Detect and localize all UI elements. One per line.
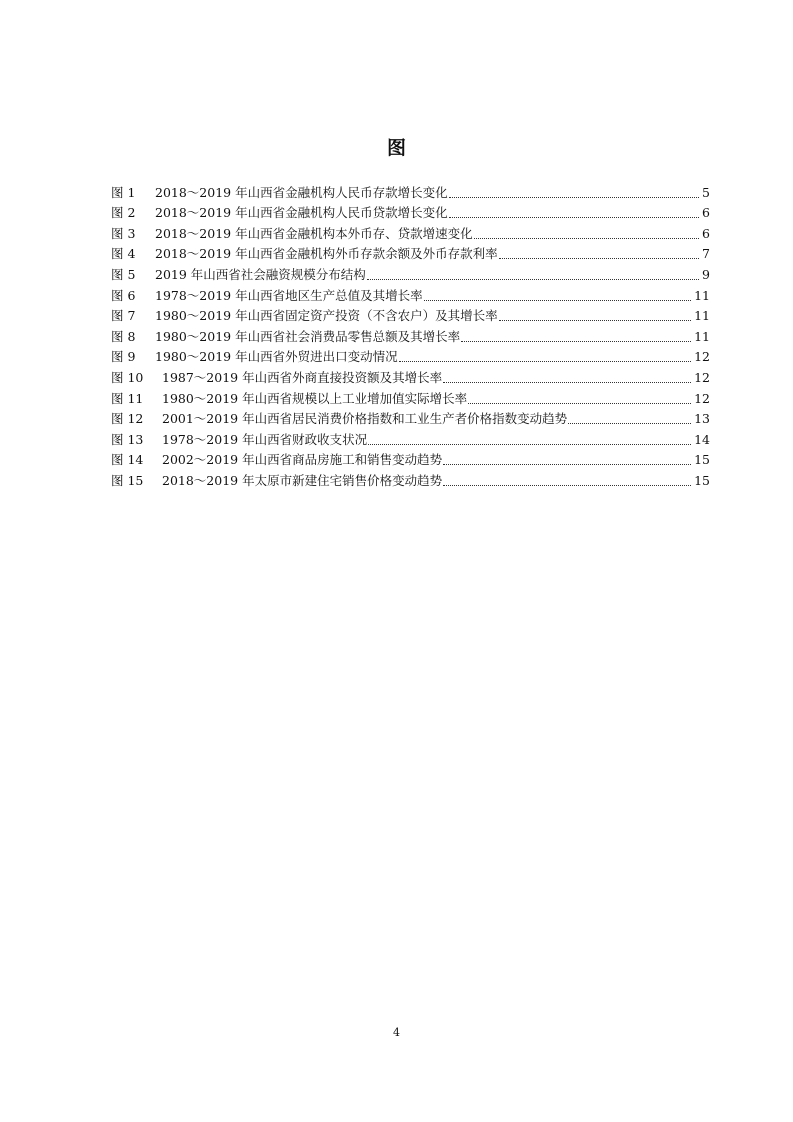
figure-label: 图 7 (111, 308, 136, 324)
figure-page-number: 11 (694, 328, 710, 344)
dot-leader (449, 197, 699, 198)
figure-entry[interactable] (111, 283, 710, 304)
dot-leader (443, 464, 691, 465)
figure-entry[interactable] (111, 242, 710, 263)
figure-title: 1980～2019 年山西省固定资产投资（不含农户）及其增长率 (155, 308, 498, 324)
figure-title: 1980～2019 年山西省规模以上工业增加值实际增长率 (162, 390, 468, 406)
figure-label: 图 8 (111, 328, 136, 344)
dot-leader (568, 423, 691, 424)
figure-title: 1980～2019 年山西省社会消费品零售总额及其增长率 (155, 328, 461, 344)
figure-entry[interactable] (111, 345, 710, 366)
figure-page-number: 12 (694, 390, 710, 406)
figure-page-number: 12 (694, 369, 710, 385)
figure-label: 图 13 (111, 431, 144, 447)
figure-label: 图 3 (111, 225, 136, 241)
figure-title: 1978～2019 年山西省财政收支状况 (162, 431, 368, 447)
figure-label: 图 1 (111, 184, 136, 200)
figure-entry[interactable] (111, 304, 710, 325)
dot-leader (461, 341, 691, 342)
dot-leader (468, 403, 691, 404)
dot-leader (443, 485, 691, 486)
figure-page-number: 5 (702, 184, 710, 200)
dot-leader (449, 217, 699, 218)
figure-title: 1980～2019 年山西省外贸进出口变动情况 (155, 349, 398, 365)
figure-page-number: 6 (702, 225, 710, 241)
figure-page-number: 15 (694, 452, 710, 468)
figure-title: 2018～2019 年山西省金融机构本外币存、贷款增速变化 (155, 225, 473, 241)
dot-leader (368, 444, 691, 445)
figure-page-number: 12 (694, 349, 710, 365)
figure-label: 图 10 (111, 369, 144, 385)
dot-leader (367, 279, 699, 280)
figure-label: 图 5 (111, 266, 136, 282)
dot-leader (424, 300, 691, 301)
figure-title: 2019 年山西省社会融资规模分布结构 (155, 266, 366, 282)
figure-entry[interactable] (111, 180, 710, 201)
figure-label: 图 15 (111, 472, 144, 488)
figure-page-number: 11 (694, 287, 710, 303)
figure-entry[interactable] (111, 201, 710, 222)
figure-label: 图 12 (111, 411, 144, 427)
figure-entry[interactable] (111, 407, 710, 428)
page-number: 4 (393, 1026, 400, 1039)
dot-leader (443, 382, 691, 383)
dot-leader (499, 258, 699, 259)
figure-entry[interactable] (111, 221, 710, 242)
figure-page-number: 7 (702, 246, 710, 262)
figure-title: 2018～2019 年山西省金融机构外币存款余额及外币存款利率 (155, 246, 498, 262)
figure-page-number: 13 (694, 411, 710, 427)
figure-label: 图 14 (111, 452, 144, 468)
figure-title: 2018～2019 年太原市新建住宅销售价格变动趋势 (162, 472, 443, 488)
dot-leader (399, 361, 691, 362)
figure-page-number: 15 (694, 472, 710, 488)
figure-entry[interactable] (111, 468, 710, 489)
figure-entry[interactable] (111, 365, 710, 386)
dot-leader (474, 238, 699, 239)
figure-label: 图 6 (111, 287, 136, 303)
figure-label: 图 9 (111, 349, 136, 365)
figure-title: 2018～2019 年山西省金融机构人民币贷款增长变化 (155, 205, 448, 221)
figure-title: 2002～2019 年山西省商品房施工和销售变动趋势 (162, 452, 443, 468)
figure-entry[interactable] (111, 427, 710, 448)
figure-title: 2001～2019 年山西省居民消费价格指数和工业生产者价格指数变动趋势 (162, 411, 568, 427)
figure-entry[interactable] (111, 386, 710, 407)
figure-title: 2018～2019 年山西省金融机构人民币存款增长变化 (155, 184, 448, 200)
figure-entry[interactable] (111, 448, 710, 469)
page-title: 图 (386, 137, 406, 159)
figure-page-number: 6 (702, 205, 710, 221)
figure-page-number: 14 (694, 431, 710, 447)
figure-page-number: 9 (702, 266, 710, 282)
dot-leader (499, 320, 691, 321)
figure-label: 图 11 (111, 390, 144, 406)
figure-entry[interactable] (111, 324, 710, 345)
figure-title: 1987～2019 年山西省外商直接投资额及其增长率 (162, 369, 443, 385)
figure-entry[interactable] (111, 262, 710, 283)
figure-label: 图 4 (111, 246, 136, 262)
figure-list (111, 180, 710, 489)
figure-title: 1978～2019 年山西省地区生产总值及其增长率 (155, 287, 423, 303)
figure-label: 图 2 (111, 205, 136, 221)
figure-page-number: 11 (694, 308, 710, 324)
